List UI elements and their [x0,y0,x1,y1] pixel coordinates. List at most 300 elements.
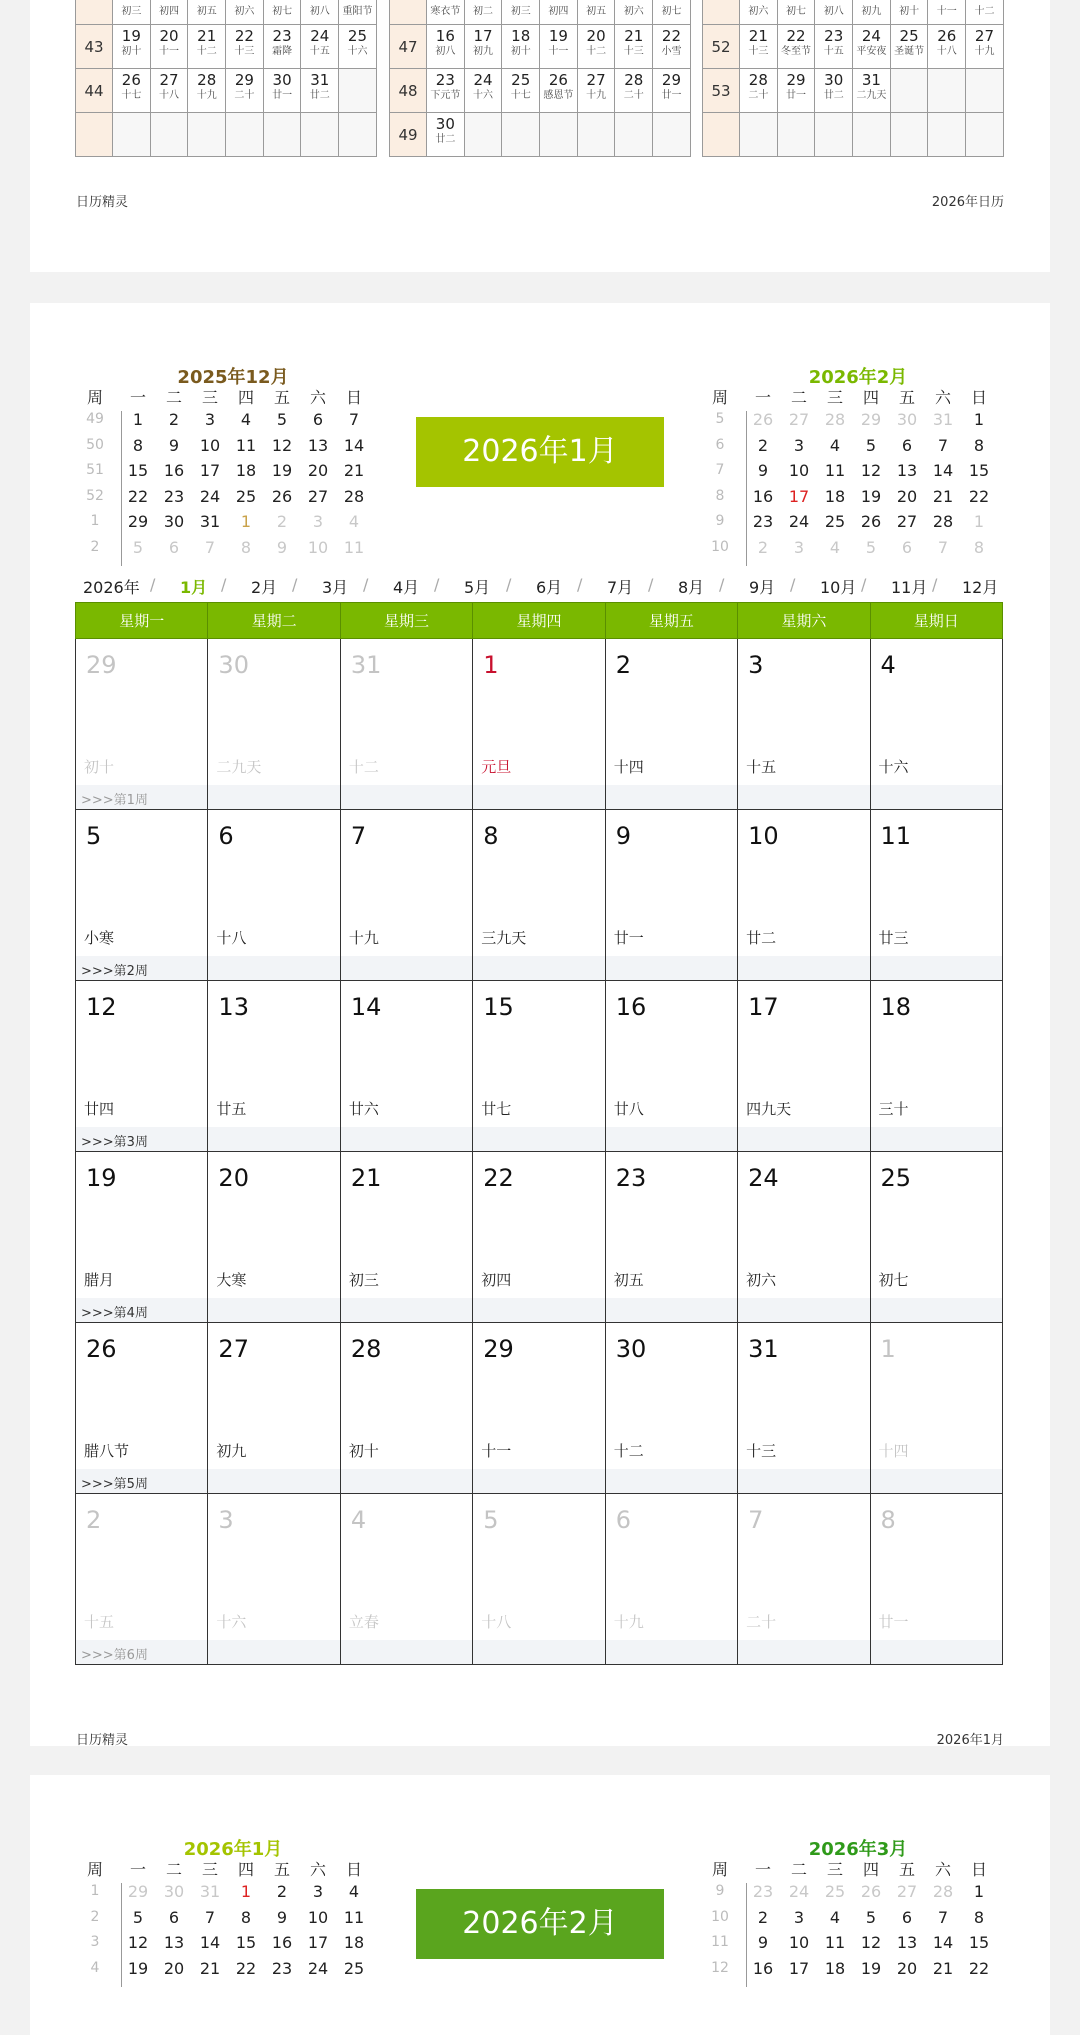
day-number: 19 [860,486,882,506]
day-cell [928,0,966,25]
week-strip [473,785,604,809]
nav-month-11[interactable]: 11月 [891,578,928,597]
lunar-label: 初七 [272,6,293,17]
day-number: 13 [218,993,249,1021]
day-cell[interactable] [870,1494,1002,1665]
day-cell [263,69,301,113]
day-cell [853,0,891,25]
lunar-label: 廿一 [613,929,644,947]
weekday-header: 六 [309,388,326,407]
week-number: 49 [86,411,104,427]
day-cell [464,69,502,113]
day-number: 27 [159,71,179,89]
day-number: 16 [271,1933,293,1952]
lunar-label: 初四 [159,6,180,17]
day-cell [150,0,188,25]
lunar-label: 平安夜 [856,46,887,57]
lunar-label: 十一 [548,46,569,57]
day-number: 1 [973,1882,985,1901]
day-number: 24 [310,27,330,45]
lunar-label: 初三 [348,1271,379,1289]
day-cell[interactable] [870,1152,1002,1323]
day-number: 23 [163,486,185,506]
week-number [703,113,740,157]
day-number: 21 [932,486,954,506]
day-number: 2 [757,1907,769,1927]
day-cell [890,113,928,157]
day-number: 20 [218,1164,249,1192]
day-number: 25 [899,27,919,45]
day-number: 5 [276,410,288,429]
lunar-label: 初八 [435,46,456,57]
week-number: 9 [715,513,725,529]
day-cell[interactable] [473,981,605,1152]
calendar-week-row [76,25,377,69]
lunar-label: 立春 [348,1613,379,1631]
day-cell[interactable] [208,1494,340,1665]
day-cell [928,113,966,157]
week-strip [738,1469,869,1493]
day-cell[interactable] [870,1323,1002,1494]
nav-separator: / [150,575,156,594]
day-cell[interactable] [208,810,340,981]
lunar-label: 初十 [899,6,920,17]
week-strip [606,956,737,980]
weekday-header: 三 [201,388,218,407]
lunar-label: 廿六 [348,1100,379,1118]
week-strip [606,1127,737,1151]
weekday-header: 星期五 [605,603,737,639]
footer-caption: 2026年日历 [931,195,1004,210]
lunar-label: 十一 [936,6,957,17]
day-number: 26 [86,1335,117,1363]
day-number: 9 [615,822,631,850]
day-number: 17 [473,27,493,45]
footer-brand: 日历精灵 [76,1733,129,1746]
day-number: 23 [272,27,292,45]
day-cell [890,69,928,113]
day-number: 2 [757,537,769,557]
lunar-label: 小雪 [661,46,682,57]
day-number: 22 [786,27,806,45]
day-number: 9 [276,1907,288,1927]
day-cell [577,0,615,25]
lunar-label: 十二 [974,6,995,17]
day-number: 19 [548,27,568,45]
lunar-label: 十七 [121,90,142,101]
day-cell [777,25,815,69]
lunar-label: 十一 [481,1442,512,1460]
day-cell[interactable] [473,639,605,810]
week-strip [606,1640,737,1664]
day-cell [113,25,151,69]
day-number: 26 [271,486,293,506]
week-strip [738,956,869,980]
nav-month-10[interactable]: 10月 [820,578,857,597]
day-number: 3 [312,512,324,531]
weekday-header: 日 [345,1860,362,1879]
day-cell [928,69,966,113]
day-number: 18 [511,27,531,45]
nav-month-5[interactable]: 5月 [464,578,491,597]
calendar-week-row [390,0,691,25]
week-strip [871,785,1002,809]
week-strip [208,1469,339,1493]
lunar-label: 初六 [623,6,644,17]
weekday-header: 五 [898,388,915,407]
day-number: 4 [880,651,896,679]
day-cell[interactable] [76,810,208,981]
nav-month-6[interactable]: 6月 [536,578,563,597]
day-cell[interactable] [738,1494,870,1665]
day-number: 24 [307,1958,329,1978]
day-number: 14 [932,1933,954,1952]
day-cell[interactable] [605,981,737,1152]
day-number: 12 [127,1933,149,1952]
day-number: 29 [661,71,682,89]
day-cell [339,113,377,157]
week-number [390,0,427,25]
lunar-label: 初六 [746,1271,777,1289]
day-number: 3 [204,410,216,429]
day-number: 22 [234,27,254,45]
day-cell [540,0,578,25]
day-number: 1 [483,651,499,679]
week-row [76,1152,1003,1323]
month-navigation [83,575,1033,599]
week-number: 43 [76,25,113,69]
day-number: 31 [310,71,330,89]
day-number: 1 [240,512,252,531]
nav-month-7[interactable]: 7月 [607,578,634,597]
footer-brand: 日历精灵 [76,195,129,210]
lunar-label: 廿一 [661,90,682,101]
day-number: 29 [860,410,882,429]
nav-month-2[interactable]: 2月 [251,578,278,597]
day-number: 4 [348,512,360,531]
day-cell [653,0,691,25]
nav-month-4[interactable]: 4月 [393,578,420,597]
day-cell [226,69,264,113]
lunar-label: 十七 [510,90,531,101]
day-cell [653,25,691,69]
nav-month-9[interactable]: 9月 [749,578,776,597]
week-number: 51 [86,462,104,478]
day-number: 9 [757,1933,769,1952]
week-row [76,1494,1003,1665]
day-cell[interactable] [605,1494,737,1665]
day-cell [615,69,653,113]
calendar-week-row [390,25,691,69]
day-number: 4 [829,537,841,557]
day-number: 24 [748,1164,779,1192]
day-cell[interactable] [870,639,1002,810]
day-cell[interactable] [340,810,472,981]
day-number: 10 [788,1933,810,1952]
day-number: 13 [896,461,918,480]
lunar-label: 初九 [473,46,494,57]
week-strip [606,785,737,809]
lunar-label: 圣诞节 [894,46,925,57]
day-number: 23 [615,1164,647,1192]
week-strip [208,785,339,809]
day-cell [188,25,226,69]
day-number: 31 [861,71,881,89]
day-cell[interactable] [738,1152,870,1323]
nav-month-1[interactable]: 1月 [180,578,208,597]
day-number: 11 [880,822,912,850]
weekday-header: 一 [754,388,771,407]
day-number: 6 [168,1907,180,1927]
lunar-label: 十八 [936,46,957,57]
lunar-label: 初七 [661,6,682,17]
day-number: 25 [824,1882,846,1901]
nav-separator: / [363,575,369,594]
day-cell[interactable] [605,639,737,810]
day-cell[interactable] [76,1494,208,1665]
week-number: 10 [711,538,729,555]
lunar-label: 四九天 [746,1100,792,1118]
day-number: 27 [307,486,329,506]
lunar-label: 十五 [309,46,330,57]
day-number: 8 [240,537,252,557]
week-number: 52 [86,487,104,504]
day-cell[interactable] [340,1494,472,1665]
day-number: 2 [276,1882,288,1901]
weekday-header: 日 [970,388,987,407]
day-cell [339,69,377,113]
day-number: 16 [163,461,185,480]
nav-month-8[interactable]: 8月 [678,578,705,597]
day-cell [427,25,465,69]
day-number: 17 [199,461,221,480]
week-number: 1 [90,1883,100,1899]
day-number: 30 [824,71,844,89]
week-strip [341,1469,472,1493]
weekday-header: 星期日 [870,603,1002,639]
day-cell [502,113,540,157]
weekday-header: 一 [129,1860,146,1879]
nav-separator: / [790,575,796,594]
weekday-header: 日 [345,388,362,407]
nav-separator: / [221,575,227,594]
day-cell[interactable] [208,1152,340,1323]
lunar-label: 十六 [473,90,494,101]
day-number: 29 [127,512,149,531]
day-number: 16 [615,993,647,1021]
week-strip [208,1127,339,1151]
lunar-label: 廿二 [309,90,330,101]
day-number: 23 [752,512,774,531]
day-number: 24 [473,71,493,89]
lunar-label: 三九天 [481,929,527,947]
day-cell [966,113,1004,157]
day-number: 18 [235,461,257,480]
day-number: 6 [901,537,913,557]
nav-month-3[interactable]: 3月 [322,578,349,597]
week-number: 2 [90,538,100,555]
day-cell[interactable] [76,1323,208,1494]
day-number: 14 [932,461,954,480]
day-cell [777,0,815,25]
day-cell[interactable] [76,639,208,810]
day-cell [540,69,578,113]
day-cell[interactable] [76,1152,208,1323]
mini-calendar-december [702,0,1004,157]
day-cell [740,69,778,113]
day-cell[interactable] [473,1152,605,1323]
week-number [76,113,113,157]
day-cell[interactable] [208,639,340,810]
week-number: 49 [390,113,427,157]
day-cell[interactable] [738,810,870,981]
day-cell[interactable] [340,1323,472,1494]
day-number: 24 [861,27,881,45]
day-cell [928,25,966,69]
week-strip [738,785,869,809]
day-cell[interactable] [340,639,472,810]
day-number: 6 [312,410,324,429]
day-cell [777,113,815,157]
day-number: 2 [615,651,631,679]
weekday-header: 四 [862,1860,879,1879]
day-number: 13 [896,1933,918,1952]
day-cell[interactable] [605,1323,737,1494]
day-cell[interactable] [473,1494,605,1665]
weekday-header: 一 [754,1860,771,1879]
day-number: 4 [829,1907,841,1927]
day-number: 17 [307,1933,329,1952]
weekday-header: 周 [711,388,728,407]
lunar-label: 初七 [786,6,807,17]
day-cell[interactable] [605,1152,737,1323]
weekday-header: 周 [86,388,103,407]
nav-separator: / [932,575,938,594]
day-number: 15 [968,1933,990,1952]
lunar-label: 二十 [748,90,769,101]
day-number: 13 [307,435,329,455]
day-cell [815,25,853,69]
day-number: 30 [272,71,292,89]
day-number: 25 [511,71,531,89]
day-number: 6 [168,537,180,557]
lunar-label: 小寒 [84,929,115,947]
weekday-header: 二 [165,1860,182,1879]
mini-calendar-title: 2026年3月 [808,1839,908,1860]
day-number: 29 [786,71,806,89]
day-cell[interactable] [870,981,1002,1152]
lunar-label: 重阳节 [342,6,373,17]
lunar-label: 廿五 [216,1100,247,1118]
day-number: 5 [865,435,877,455]
day-cell [226,0,264,25]
week-number: 8 [715,487,725,504]
day-number: 26 [860,1882,882,1901]
lunar-label: 廿一 [878,1613,909,1631]
day-cell[interactable] [473,1323,605,1494]
day-cell[interactable] [738,639,870,810]
day-cell[interactable] [605,810,737,981]
day-cell [615,113,653,157]
week-strip [473,1640,604,1664]
nav-month-12[interactable]: 12月 [962,578,999,597]
day-number: 22 [483,1164,514,1192]
lunar-label: 二九天 [216,758,262,776]
month-banner: 2026年1月 [416,417,664,487]
day-cell [853,113,891,157]
week-number: 12 [711,1959,729,1976]
day-cell[interactable] [340,1152,472,1323]
day-cell[interactable] [208,981,340,1152]
day-cell [113,69,151,113]
lunar-label: 十三 [748,46,769,57]
lunar-label: 十九 [974,46,995,57]
day-cell [464,25,502,69]
week-label: >>>第5周 [81,1477,148,1492]
week-strip [738,1640,869,1664]
day-number: 1 [973,512,985,531]
day-cell [653,69,691,113]
week-strip [606,1298,737,1322]
day-number: 26 [752,410,774,429]
mini-calendar-title: 2025年12月 [177,367,289,388]
week-strip [473,956,604,980]
day-cell[interactable] [738,981,870,1152]
day-cell [188,0,226,25]
day-cell[interactable] [473,810,605,981]
day-number: 12 [271,435,293,455]
lunar-label: 初三 [510,6,531,17]
day-number: 30 [163,1882,185,1901]
day-cell [577,113,615,157]
week-strip [871,1127,1002,1151]
day-cell [464,113,502,157]
week-row [76,639,1003,810]
day-number: 29 [127,1882,149,1901]
lunar-label: 十八 [216,929,247,947]
day-number: 7 [937,435,949,455]
month-grid [75,602,1003,1665]
day-cell[interactable] [870,810,1002,981]
day-number: 3 [218,1506,234,1534]
lunar-label: 初九 [216,1442,247,1460]
day-cell [815,69,853,113]
lunar-label: 初二 [473,6,494,17]
week-number [703,0,740,25]
day-cell[interactable] [738,1323,870,1494]
lunar-label: 下元节 [430,90,461,101]
lunar-label: 廿七 [481,1100,512,1118]
day-number: 31 [748,1335,779,1363]
day-cell[interactable] [76,981,208,1152]
day-cell [301,69,339,113]
day-number: 21 [748,27,768,45]
day-cell[interactable] [208,1323,340,1494]
day-number: 6 [615,1506,631,1534]
day-cell [427,113,465,157]
week-row [76,981,1003,1152]
weekday-header: 五 [273,388,290,407]
lunar-label: 十六 [216,1613,247,1631]
nav-separator: / [719,575,725,594]
day-number: 26 [860,512,882,531]
day-cell[interactable] [340,981,472,1152]
day-cell [502,69,540,113]
day-cell [777,69,815,113]
day-number: 15 [968,461,990,480]
day-number: 9 [276,537,288,557]
day-cell [966,25,1004,69]
